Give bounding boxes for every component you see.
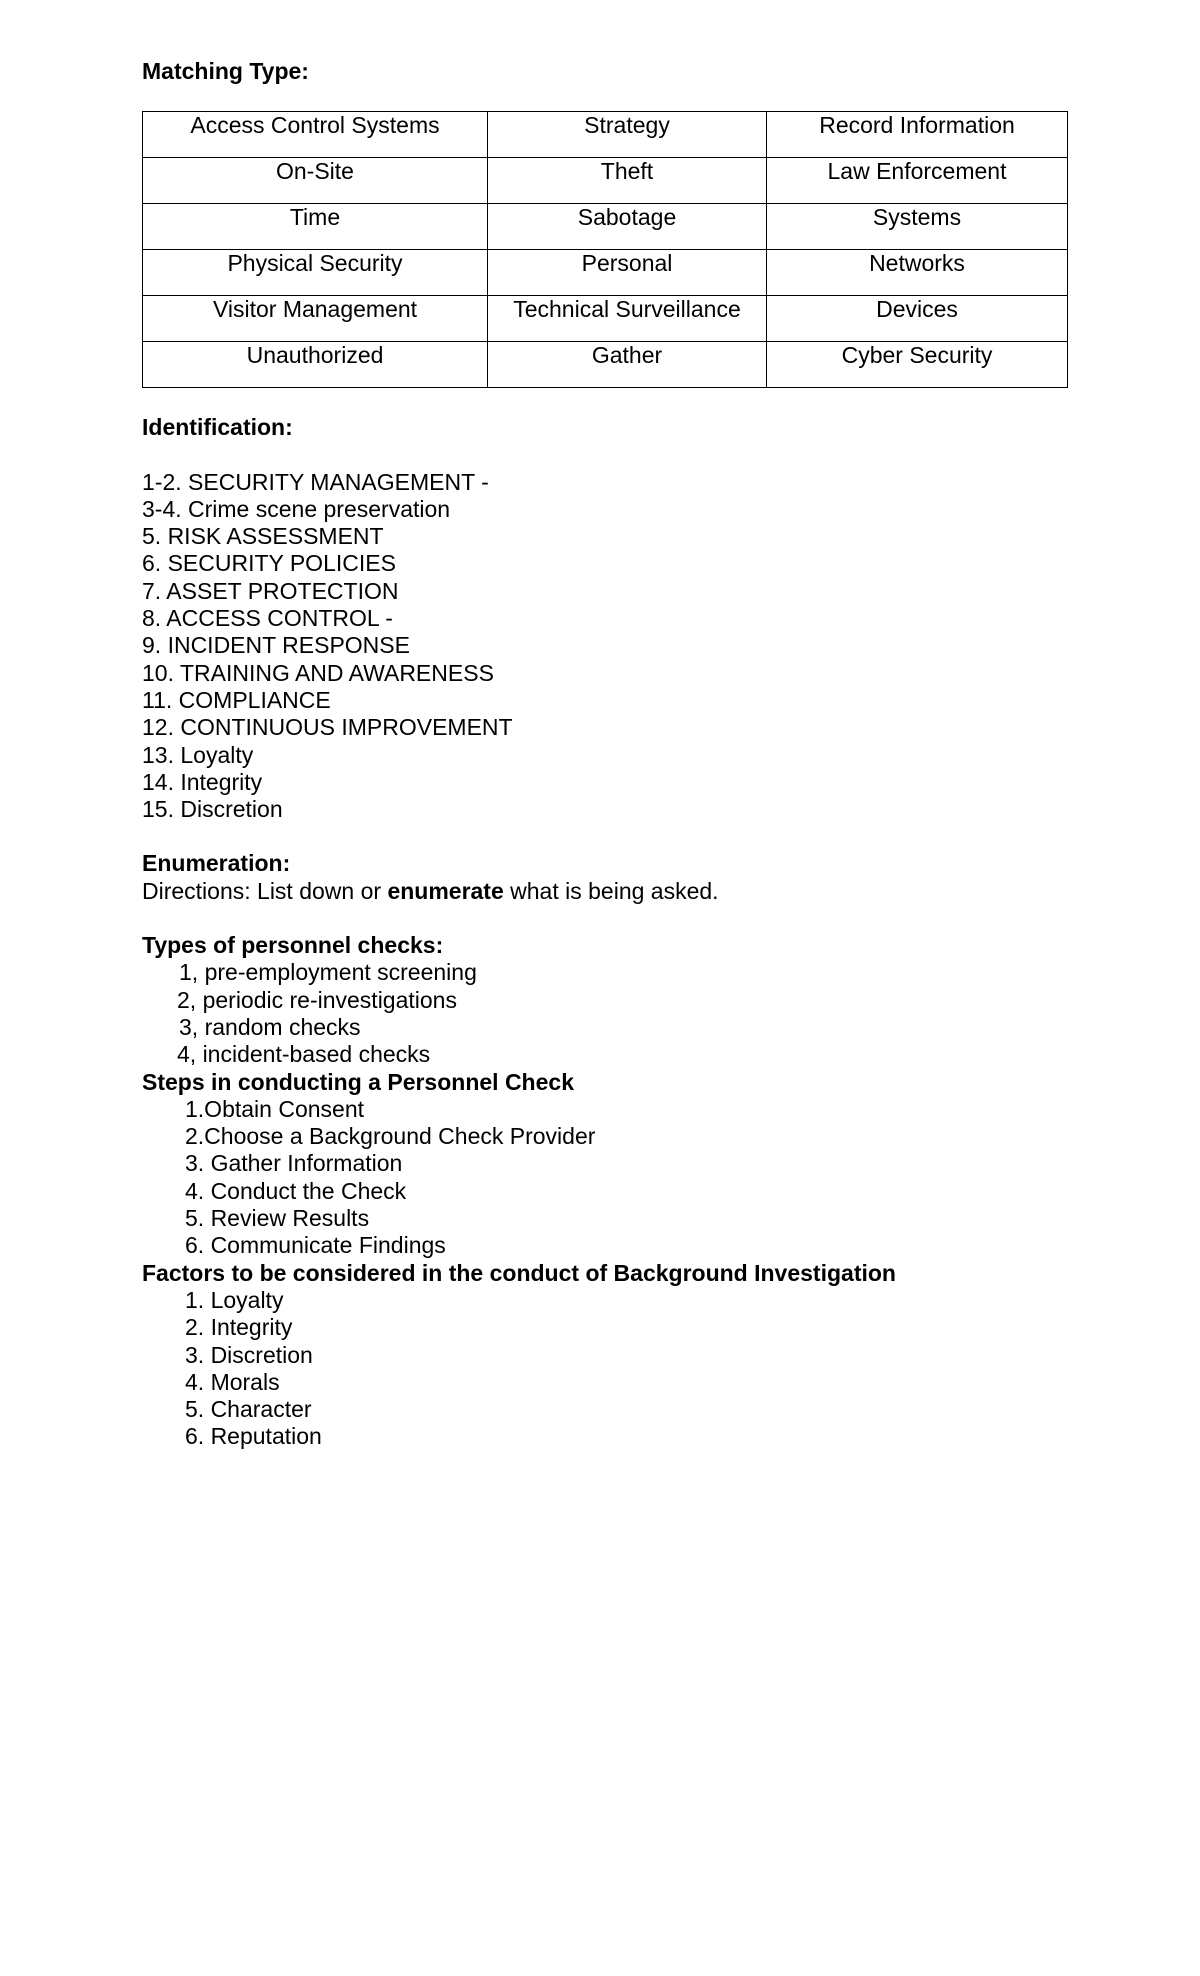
identification-list bbox=[142, 469, 1072, 824]
steps-list bbox=[142, 1096, 1072, 1260]
table-cell: Record Information bbox=[767, 112, 1068, 158]
table-cell: On-Site bbox=[143, 158, 488, 204]
table-row bbox=[143, 342, 1068, 388]
personnel-checks-list bbox=[142, 959, 1072, 1068]
list-item: 1.Obtain Consent bbox=[185, 1095, 365, 1122]
table-cell: Technical Surveillance bbox=[488, 296, 767, 342]
list-item: 14. Integrity bbox=[142, 768, 263, 795]
table-cell: Personal bbox=[488, 250, 767, 296]
directions-emphasis: enumerate bbox=[387, 877, 504, 904]
list-item: 1. Loyalty bbox=[185, 1286, 284, 1313]
list-item: 11. COMPLIANCE bbox=[142, 686, 331, 713]
list-item: 7. ASSET PROTECTION bbox=[142, 577, 399, 604]
section-title-steps: Steps in conducting a Personnel Check bbox=[142, 1068, 574, 1095]
list-item: 3. Gather Information bbox=[185, 1150, 403, 1177]
table-row bbox=[143, 250, 1068, 296]
table-cell: Theft bbox=[488, 158, 767, 204]
table-cell: Gather bbox=[488, 342, 767, 388]
list-item: 2. Integrity bbox=[185, 1314, 293, 1341]
list-item: 5. RISK ASSESSMENT bbox=[142, 523, 384, 550]
list-item: 3, random checks bbox=[179, 1013, 361, 1040]
list-item: 8. ACCESS CONTROL - bbox=[142, 605, 393, 632]
list-item: 9. INCIDENT RESPONSE bbox=[142, 632, 410, 659]
table-cell: Visitor Management bbox=[143, 296, 488, 342]
list-item: 1-2. SECURITY MANAGEMENT - bbox=[142, 468, 489, 495]
table-row bbox=[143, 204, 1068, 250]
list-item: 3. Discretion bbox=[185, 1341, 313, 1368]
list-item: 5. Review Results bbox=[185, 1205, 370, 1232]
table-cell: Physical Security bbox=[143, 250, 488, 296]
document-page bbox=[142, 58, 1072, 1451]
enumeration-heading: Enumeration: bbox=[142, 850, 291, 877]
list-item: 12. CONTINUOUS IMPROVEMENT bbox=[142, 714, 513, 741]
background-factors-list bbox=[142, 1287, 1072, 1451]
section-title-background-factors: Factors to be considered in the conduct of Background Investigation bbox=[142, 1259, 896, 1286]
list-item: 10. TRAINING AND AWARENESS bbox=[142, 659, 494, 686]
list-item: 2, periodic re-investigations bbox=[177, 986, 457, 1013]
directions-suffix: what is being asked. bbox=[503, 877, 719, 904]
table-row bbox=[143, 112, 1068, 158]
list-item: 2.Choose a Background Check Provider bbox=[185, 1123, 596, 1150]
table-cell: Strategy bbox=[488, 112, 767, 158]
list-item: 4. Morals bbox=[185, 1368, 280, 1395]
list-item: 6. Communicate Findings bbox=[185, 1232, 446, 1259]
list-item: 5. Character bbox=[185, 1396, 312, 1423]
table-cell: Law Enforcement bbox=[767, 158, 1068, 204]
list-item: 15. Discretion bbox=[142, 796, 283, 823]
matching-type-heading: Matching Type: bbox=[142, 58, 309, 84]
table-row bbox=[143, 296, 1068, 342]
list-item: 13. Loyalty bbox=[142, 741, 254, 768]
section-title-personnel-checks: Types of personnel checks: bbox=[142, 932, 444, 959]
enumeration-directions bbox=[142, 878, 1072, 905]
table-cell: Systems bbox=[767, 204, 1068, 250]
table-cell: Cyber Security bbox=[767, 342, 1068, 388]
table-cell: Networks bbox=[767, 250, 1068, 296]
list-item: 6. Reputation bbox=[185, 1423, 322, 1450]
table-cell: Access Control Systems bbox=[143, 112, 488, 158]
list-item: 3-4. Crime scene preservation bbox=[142, 495, 451, 522]
table-cell: Sabotage bbox=[488, 204, 767, 250]
table-cell: Devices bbox=[767, 296, 1068, 342]
table-row bbox=[143, 158, 1068, 204]
identification-heading: Identification: bbox=[142, 414, 293, 441]
directions-prefix: Directions: List down or bbox=[142, 877, 388, 904]
list-item: 1, pre-employment screening bbox=[179, 959, 477, 986]
list-item: 4, incident-based checks bbox=[177, 1041, 431, 1068]
matching-table bbox=[142, 111, 1068, 388]
table-cell: Time bbox=[143, 204, 488, 250]
list-item: 4. Conduct the Check bbox=[185, 1177, 407, 1204]
list-item: 6. SECURITY POLICIES bbox=[142, 550, 396, 577]
table-cell: Unauthorized bbox=[143, 342, 488, 388]
